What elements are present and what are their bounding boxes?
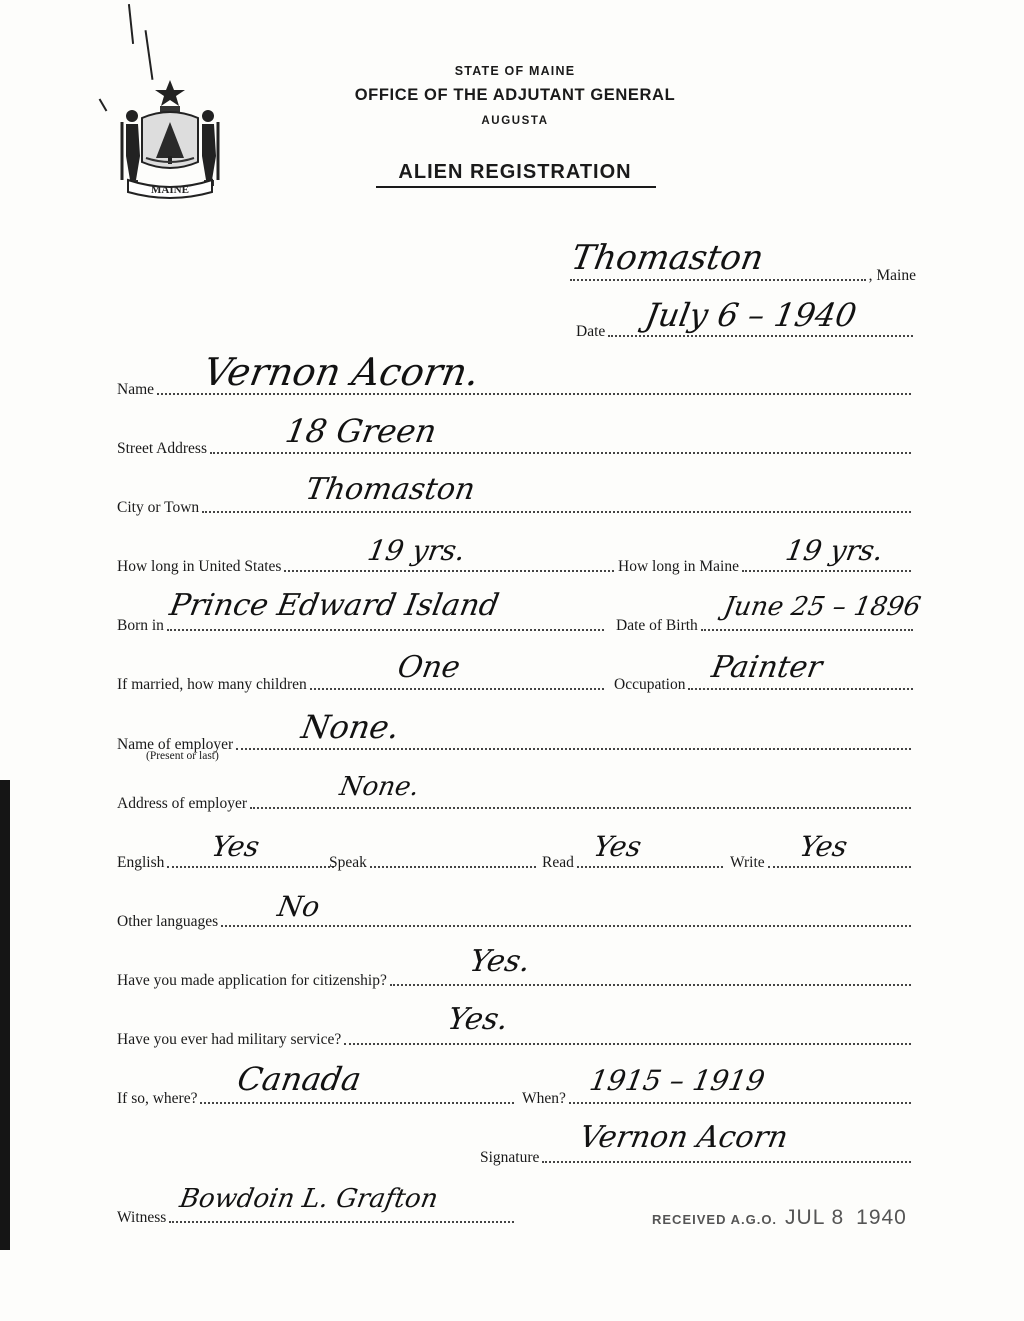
dots (202, 511, 911, 513)
dots (236, 748, 911, 750)
employer-address-value: None. (337, 772, 422, 802)
dots (250, 807, 911, 809)
dots (688, 688, 913, 690)
street-address-field (117, 429, 914, 459)
name-value: Vernon Acorn. (200, 350, 483, 394)
dots (569, 1102, 911, 1104)
when-value: 1915 – 1919 (587, 1064, 768, 1097)
scan-edge-shadow (0, 780, 10, 1250)
maine-state-seal-icon (112, 76, 228, 200)
city-or-town-field (117, 488, 914, 518)
military-label: Have you ever had military service? (117, 1031, 342, 1048)
header-office: OFFICE OF THE ADJUTANT GENERAL (354, 86, 676, 104)
read-label: Read (542, 854, 574, 871)
stamp-year: 1940 (856, 1206, 907, 1229)
pencil-mark (145, 30, 154, 80)
header-city: AUGUSTA (481, 115, 549, 127)
dots (167, 629, 604, 631)
how-long-maine-label: How long in Maine (618, 558, 739, 575)
speak-field (329, 843, 539, 873)
stamp-received: RECEIVED A.G.O. (652, 1212, 778, 1227)
when-label: When? (522, 1090, 566, 1107)
dots (577, 866, 723, 868)
dots (200, 1102, 514, 1104)
other-languages-value: No (275, 890, 323, 923)
other-languages-field (117, 902, 914, 932)
header-state: STATE OF MAINE (454, 64, 576, 78)
pencil-mark (128, 4, 134, 44)
employer-name-value: None. (298, 708, 403, 746)
pencil-mark (99, 98, 108, 111)
employer-address-label: Address of employer (117, 795, 247, 812)
born-in-label: Born in (117, 617, 164, 634)
dots (570, 279, 866, 281)
employer-address-field (117, 784, 914, 814)
write-value: Yes (797, 830, 850, 863)
born-in-value: Prince Edward Island (166, 588, 502, 623)
speak-label: Speak (329, 854, 367, 871)
employer-name-field (117, 725, 914, 755)
dots (210, 452, 911, 454)
citizenship-value: Yes. (466, 944, 533, 979)
employer-note: (Present or last) (146, 750, 219, 762)
witness-value: Bowdoin L. Grafton (177, 1184, 441, 1214)
dots (221, 925, 911, 927)
town-value: Thomaston (568, 238, 767, 278)
dots (608, 335, 913, 337)
where-value: Canada (234, 1060, 365, 1098)
date-value: July 6 – 1940 (642, 296, 860, 334)
date-of-birth-label: Date of Birth (616, 617, 698, 634)
svg-text:MAINE: MAINE (151, 184, 189, 196)
dots (169, 1221, 514, 1223)
where-label: If so, where? (117, 1090, 198, 1107)
write-label: Write (730, 854, 765, 871)
dots (768, 866, 911, 868)
street-address-value: 18 Green (282, 412, 440, 450)
dots (344, 1043, 911, 1045)
how-long-maine-value: 19 yrs. (783, 534, 886, 567)
other-languages-label: Other languages (117, 913, 219, 930)
stamp-date: JUL 8 (785, 1206, 845, 1229)
street-address-label: Street Address (117, 440, 207, 457)
children-label: If married, how many children (117, 676, 307, 693)
how-long-us-value: 19 yrs. (365, 534, 468, 567)
form-title: ALIEN REGISTRATION (398, 161, 632, 183)
citizenship-label: Have you made application for citizenship? (117, 972, 387, 989)
how-long-us-label: How long in United States (117, 558, 282, 575)
maine-label: , Maine (868, 267, 916, 284)
dots (390, 984, 911, 986)
occupation-value: Painter (708, 650, 825, 685)
dots (701, 629, 913, 631)
dots (284, 570, 614, 572)
english-label: English (117, 854, 165, 871)
dots (167, 866, 334, 868)
date-of-birth-value: June 25 – 1896 (721, 592, 924, 622)
english-value: Yes (209, 830, 262, 863)
children-value: One (394, 650, 463, 685)
received-stamp (652, 1206, 907, 1230)
occupation-label: Occupation (614, 676, 686, 693)
signature-value: Vernon Acorn (576, 1120, 791, 1155)
dots (742, 570, 911, 572)
military-value: Yes. (444, 1002, 511, 1037)
dots (310, 688, 604, 690)
dots (542, 1161, 911, 1163)
city-or-town-label: City or Town (117, 499, 200, 516)
dots (370, 866, 536, 868)
children-field (117, 665, 607, 695)
employer-name-label: Name of employer (117, 736, 234, 753)
title-underline (376, 186, 656, 188)
date-label: Date (576, 323, 606, 340)
read-value: Yes (591, 830, 644, 863)
signature-label: Signature (480, 1149, 540, 1166)
name-label: Name (117, 381, 155, 398)
military-field (117, 1020, 914, 1050)
witness-label: Witness (117, 1209, 167, 1226)
city-or-town-value: Thomaston (302, 472, 478, 507)
